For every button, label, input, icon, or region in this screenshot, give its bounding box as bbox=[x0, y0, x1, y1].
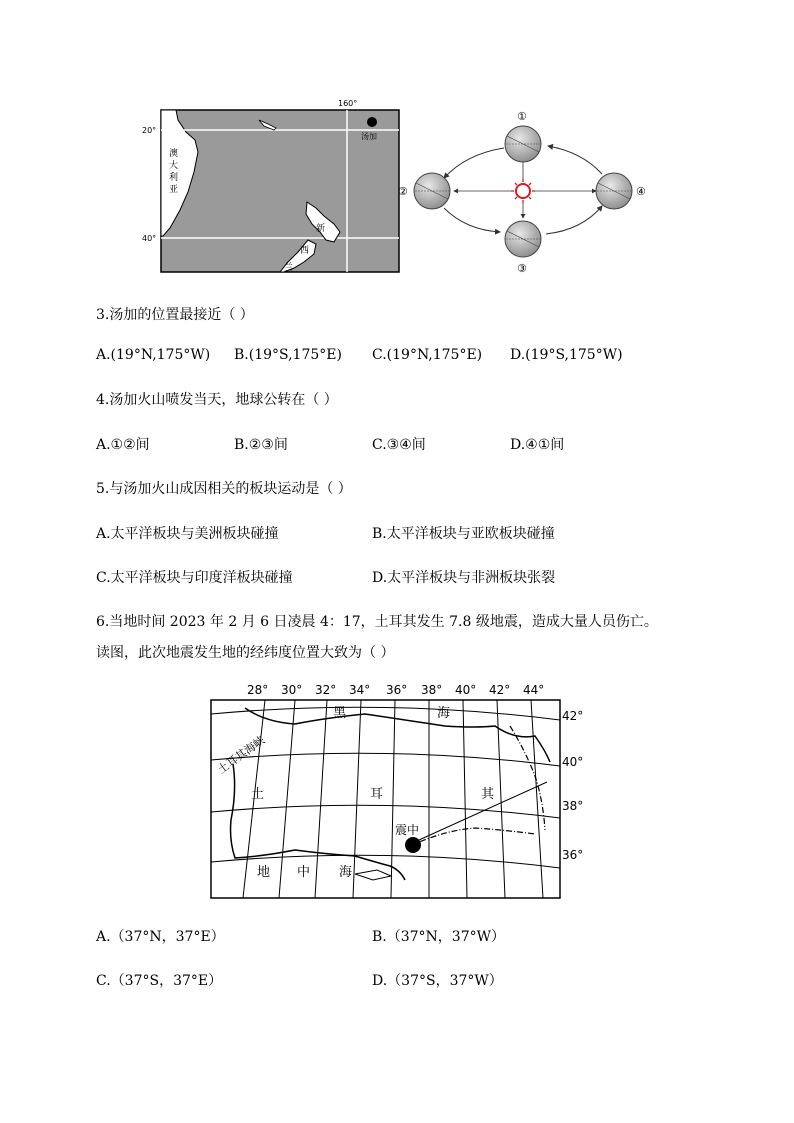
turkey-label-1: 土 bbox=[251, 787, 265, 802]
med-label-1: 地 bbox=[257, 865, 271, 880]
q6-option-b[interactable]: B.（37°N，37°W） bbox=[372, 929, 506, 945]
australia-label-4: 亚 bbox=[169, 185, 179, 195]
q6-stem-line2: 读图，此次地震发生地的经纬度位置大致为（ ） bbox=[96, 645, 395, 661]
lat-tick-36: 36° bbox=[562, 848, 584, 862]
epicenter-label: 震中 bbox=[395, 823, 420, 837]
q5-option-b[interactable]: B.太平洋板块与亚欧板块碰撞 bbox=[372, 526, 555, 542]
black-sea-label-2: 海 bbox=[437, 706, 451, 721]
q6-stem-line1: 6.当地时间 2023 年 2 月 6 日凌晨 4：17，土耳其发生 7.8 级地震，造成大量人员伤亡。 bbox=[96, 614, 658, 630]
strait-label: 土耳其海峡 bbox=[215, 733, 268, 777]
lon-tick-34: 34° bbox=[349, 683, 371, 697]
australia-label-1: 澳 bbox=[169, 149, 179, 159]
med-label-3: 海 bbox=[339, 865, 353, 880]
turkey-label-2: 耳 bbox=[370, 787, 384, 802]
position-4-label: ④ bbox=[636, 185, 646, 198]
nz-label-1: 新 bbox=[316, 224, 326, 234]
q4-option-a[interactable]: A.①②间 bbox=[96, 437, 150, 453]
tonga-dot bbox=[367, 117, 377, 127]
q5-option-c[interactable]: C.太平洋板块与印度洋板块碰撞 bbox=[96, 570, 293, 586]
tonga-label: 汤加 bbox=[361, 132, 377, 141]
australia-label-2: 大 bbox=[169, 161, 179, 171]
sun-icon bbox=[511, 179, 535, 203]
q3-option-b[interactable]: B.(19°S,175°E) bbox=[234, 347, 342, 363]
lon-tick-38: 38° bbox=[421, 683, 443, 697]
lat-tick-38: 38° bbox=[562, 799, 584, 813]
position-3-label: ③ bbox=[517, 262, 527, 275]
q6-option-a[interactable]: A.（37°N，37°E） bbox=[96, 929, 225, 945]
lon-tick-28: 28° bbox=[247, 683, 269, 697]
q3-stem: 3.汤加的位置最接近（ ） bbox=[96, 307, 254, 323]
australia-label-3: 利 bbox=[169, 173, 179, 183]
q6-option-d[interactable]: D.（37°S，37°W） bbox=[372, 973, 503, 989]
q5-option-a[interactable]: A.太平洋板块与美洲板块碰撞 bbox=[96, 526, 279, 542]
earth-position-4 bbox=[596, 173, 632, 209]
earth-orbit-diagram bbox=[396, 106, 660, 276]
turkey-map bbox=[205, 680, 595, 902]
earth-position-2 bbox=[414, 173, 450, 209]
lon-tick-30: 30° bbox=[281, 683, 303, 697]
tonga-map bbox=[140, 98, 405, 276]
epicenter-dot bbox=[405, 837, 421, 853]
position-2-label: ② bbox=[398, 185, 408, 198]
lon-tick-42: 42° bbox=[489, 683, 511, 697]
nz-label-2: 西 bbox=[300, 246, 310, 256]
q6-option-c[interactable]: C.（37°S，37°E） bbox=[96, 973, 223, 989]
lon-tick-36: 36° bbox=[386, 683, 408, 697]
black-sea-label-1: 黑 bbox=[333, 706, 347, 721]
med-label-2: 中 bbox=[297, 865, 311, 880]
lon-160-label: 160° bbox=[338, 99, 358, 108]
lon-tick-44: 44° bbox=[523, 683, 545, 697]
q4-stem: 4.汤加火山喷发当天，地球公转在（ ） bbox=[96, 392, 338, 408]
lat-20-label: 20° bbox=[142, 126, 157, 135]
nz-label-3: 兰 bbox=[284, 263, 294, 273]
earth-position-3 bbox=[505, 221, 541, 257]
q5-option-d[interactable]: D.太平洋板块与非洲板块张裂 bbox=[372, 570, 556, 586]
position-1-label: ① bbox=[517, 110, 527, 123]
lat-tick-42: 42° bbox=[562, 709, 584, 723]
q3-option-c[interactable]: C.(19°N,175°E) bbox=[372, 347, 483, 363]
q4-option-b[interactable]: B.②③间 bbox=[234, 437, 288, 453]
q4-option-d[interactable]: D.④①间 bbox=[510, 437, 565, 453]
turkey-label-3: 其 bbox=[481, 787, 495, 802]
earth-position-1 bbox=[505, 126, 541, 162]
lat-tick-40: 40° bbox=[562, 755, 584, 769]
lon-tick-40: 40° bbox=[455, 683, 477, 697]
lat-40-label: 40° bbox=[142, 234, 157, 243]
q3-option-d[interactable]: D.(19°S,175°W) bbox=[510, 347, 623, 363]
q5-stem: 5.与汤加火山成因相关的板块运动是（ ） bbox=[96, 481, 352, 497]
lon-tick-32: 32° bbox=[315, 683, 337, 697]
q3-option-a[interactable]: A.(19°N,175°W) bbox=[96, 347, 211, 363]
q4-option-c[interactable]: C.③④间 bbox=[372, 437, 426, 453]
